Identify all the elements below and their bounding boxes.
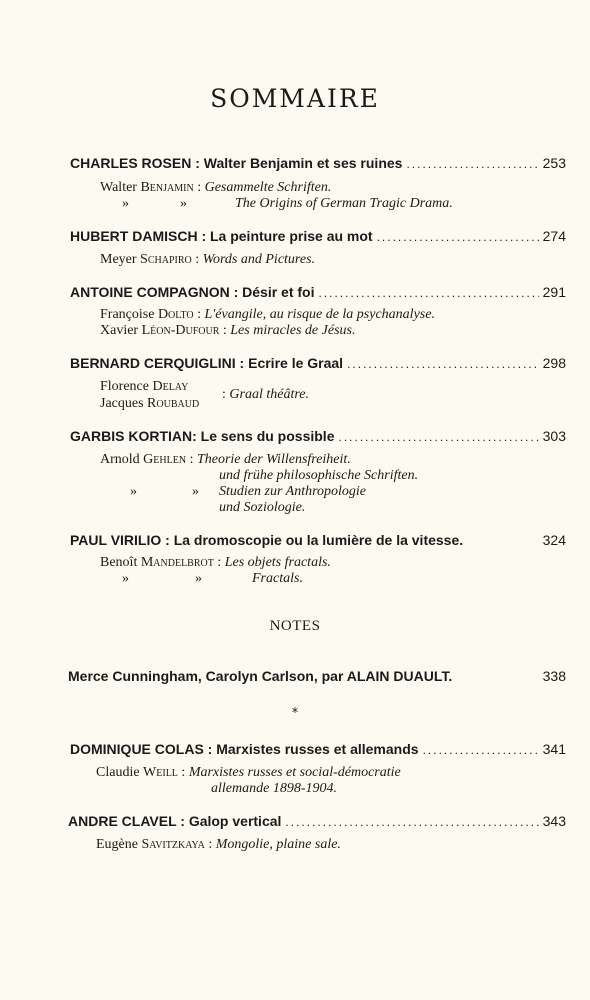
entry-heading: ANDRE CLAVEL : Galop vertical xyxy=(68,813,282,829)
dot-leader xyxy=(347,357,539,371)
entry-heading: HUBERT DAMISCH : La peinture prise au mot xyxy=(70,228,373,244)
ditto-mark: » xyxy=(192,484,199,499)
entry-heading: CHARLES ROSEN : Walter Benjamin et ses ruines xyxy=(70,155,403,171)
sub-line xyxy=(100,180,331,196)
ditto-mark: » xyxy=(130,484,137,499)
dot-leader xyxy=(338,430,538,444)
page-number: 341 xyxy=(542,741,566,757)
notes-heading: NOTES xyxy=(269,618,321,634)
ditto-mark: » xyxy=(122,196,129,211)
toc-entry-virilio xyxy=(70,532,566,548)
sub-line: Françoise Dolto : L'évangile, au risque de la psychanalyse. xyxy=(100,307,435,322)
page-number: 343 xyxy=(542,813,566,829)
sub-line: Meyer Schapiro : Words and Pictures. xyxy=(100,252,316,267)
toc-entry-colas xyxy=(70,741,566,757)
sep: : xyxy=(193,180,205,195)
work-title: und frühe philosophische Schriften. xyxy=(219,468,419,483)
dot-leader xyxy=(377,230,539,244)
toc-entry-clavel xyxy=(68,813,566,829)
page-number: 253 xyxy=(542,155,566,171)
ditto-mark: » xyxy=(180,196,187,211)
work-title: allemande 1898-1904. xyxy=(211,781,337,796)
page-number: 338 xyxy=(542,668,566,684)
sub-line: Arnold Gehlen : Theorie der Willensfreiheit. xyxy=(100,452,351,467)
entry-heading: PAUL VIRILIO : La dromoscopie ou la lumière de la vitesse. xyxy=(70,532,464,548)
dot-leader xyxy=(319,286,539,300)
sub-line: Florence Delay xyxy=(100,379,189,394)
page-title: SOMMAIRE xyxy=(210,84,380,113)
sub-line: Eugène Savitzkaya : Mongolie, plaine sale. xyxy=(96,837,341,852)
sub-line: Claudie Weill : Marxistes russes et social-démocratie xyxy=(96,765,401,780)
entry-heading: BERNARD CERQUIGLINI : Ecrire le Graal xyxy=(70,355,344,371)
page-number: 303 xyxy=(542,428,566,444)
page-number: 291 xyxy=(542,284,566,300)
sub-line: Jacques Roubaud xyxy=(100,396,200,411)
sub-line: Benoît Mandelbrot : Les objets fractals. xyxy=(100,555,331,570)
notes-entry xyxy=(68,668,566,684)
entry-heading: Merce Cunningham, Carolyn Carlson, par ALAIN DUAULT. xyxy=(68,668,453,684)
work-title: Studien zur Anthropologie xyxy=(219,484,366,499)
dot-leader xyxy=(406,157,538,171)
page-number: 298 xyxy=(542,355,566,371)
work-title: und Soziologie. xyxy=(219,500,306,515)
separator-asterisk: * xyxy=(291,706,299,721)
work-title: The Origins of German Tragic Drama. xyxy=(235,196,453,211)
toc-entry-compagnon xyxy=(70,284,566,300)
work-title: Fractals. xyxy=(252,571,303,586)
toc-entry-rosen xyxy=(70,155,566,171)
entry-heading: GARBIS KORTIAN: Le sens du possible xyxy=(70,428,335,444)
toc-entry-damisch xyxy=(70,228,566,244)
page-number: 274 xyxy=(542,228,566,244)
toc-entry-cerquiglini xyxy=(70,355,566,371)
page-number: 324 xyxy=(542,532,566,548)
dot-leader xyxy=(285,815,538,829)
entry-heading: DOMINIQUE COLAS : Marxistes russes et allemands xyxy=(70,741,419,757)
toc-entry-kortian xyxy=(70,428,566,444)
sub-line: Xavier Léon-Dufour : Les miracles de Jésus. xyxy=(100,323,356,338)
work-title: Gesammelte Schriften. xyxy=(204,180,332,195)
ditto-mark: » xyxy=(122,571,129,586)
author-first: Walter xyxy=(100,180,141,195)
dot-leader xyxy=(423,743,539,757)
work-title: : Graal théâtre. xyxy=(222,387,309,402)
entry-heading: ANTOINE COMPAGNON : Désir et foi xyxy=(70,284,315,300)
author-last: Benjamin xyxy=(140,180,194,195)
ditto-mark: » xyxy=(195,571,202,586)
